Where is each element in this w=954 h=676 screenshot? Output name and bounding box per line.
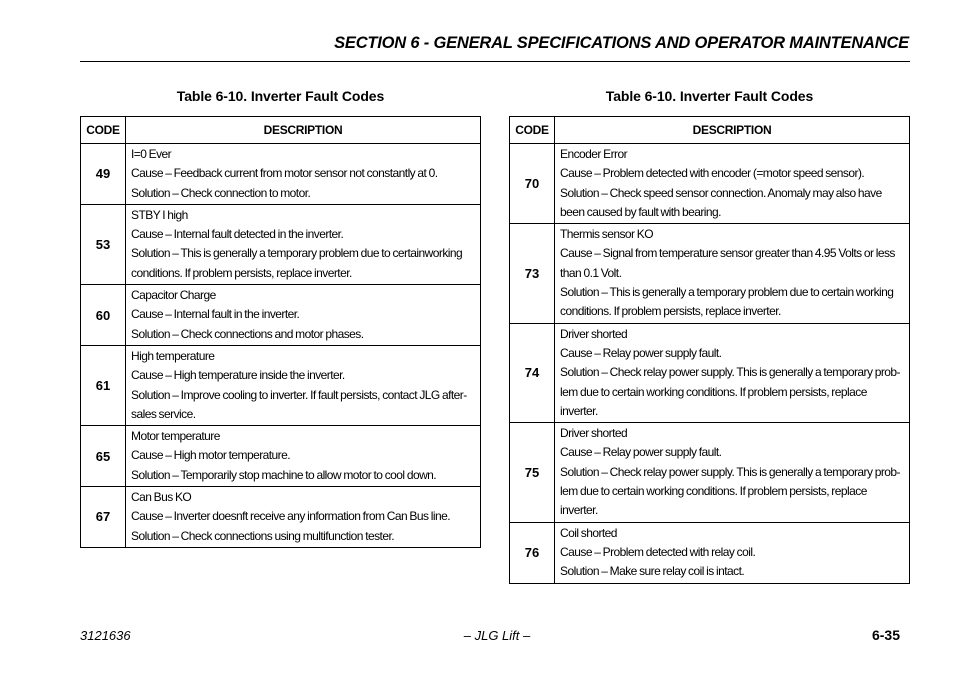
fault-description — [555, 224, 910, 323]
fault-description — [126, 144, 481, 205]
fault-code: 61 — [81, 345, 126, 425]
fault-description — [126, 345, 481, 425]
fault-name: Thermis sensor KO — [560, 227, 654, 242]
fault-solution: Solution – Check relay power supply. This is generally a temporary prob-lem due to certain working conditions. If problem persists, replace inverter. — [560, 464, 900, 518]
fault-description — [126, 426, 481, 487]
fault-solution: Solution – Improve cooling to inverter. If fault persists, contact JLG after-sales service. — [131, 387, 467, 421]
fault-name: STBY I high — [131, 207, 188, 222]
table-row — [510, 224, 910, 323]
fault-description — [555, 323, 910, 422]
fault-description — [126, 487, 481, 548]
fault-cause: Cause – Inverter doesnft receive any information from Can Bus line. — [131, 509, 450, 524]
fault-solution: Solution – This is generally a temporary problem due to certainworking conditions. If problem persists, replace inverter. — [131, 246, 463, 280]
document-number: 3121636 — [80, 628, 131, 643]
fault-cause: Cause – High motor temperature. — [131, 448, 291, 463]
table-header-row — [510, 117, 910, 144]
description-column-header: DESCRIPTION — [126, 117, 481, 144]
fault-name: Capacitor Charge — [131, 288, 216, 303]
table-row — [81, 345, 481, 425]
fault-cause: Cause – Feedback current from motor sensor not constantly at 0. — [131, 166, 438, 181]
fault-description — [555, 144, 910, 224]
fault-solution: Solution – Check connection to motor. — [131, 185, 311, 200]
fault-cause: Cause – Internal fault in the inverter. — [131, 307, 300, 322]
fault-solution: Solution – Check speed sensor connection. Anomaly may also have been caused by fault with bearing. — [560, 185, 882, 219]
table-row — [81, 426, 481, 487]
fault-code: 49 — [81, 144, 126, 205]
page-number: 6-35 — [871, 627, 900, 643]
section-title: SECTION 6 - GENERAL SPECIFICATIONS AND OPERATOR MAINTENANCE — [334, 34, 909, 52]
table-row — [510, 423, 910, 522]
fault-name: Can Bus KO — [131, 490, 192, 505]
fault-code: 65 — [81, 426, 126, 487]
table-header-row — [81, 117, 481, 144]
fault-code: 76 — [510, 522, 555, 583]
fault-code: 67 — [81, 487, 126, 548]
fault-cause: Cause – Relay power supply fault. — [560, 345, 722, 360]
table-row — [81, 285, 481, 346]
fault-code: 70 — [510, 144, 555, 224]
header-rule — [80, 61, 910, 62]
fault-solution: Solution – This is generally a temporary problem due to certain working conditions. If problem persists, replace inverter. — [560, 285, 894, 319]
fault-name: Encoder Error — [560, 147, 628, 161]
fault-code: 74 — [510, 323, 555, 422]
fault-cause: Cause – Signal from temperature sensor greater than 4.95 Volts or less than 0.1 Volt. — [560, 246, 895, 280]
fault-name: Driver shorted — [560, 326, 628, 341]
fault-description — [555, 522, 910, 583]
table-row — [510, 144, 910, 224]
fault-name: I=0 Ever — [131, 147, 172, 161]
table-caption: Table 6-10. Inverter Fault Codes — [605, 88, 814, 104]
fault-description — [126, 204, 481, 284]
fault-name: High temperature — [131, 348, 215, 363]
fault-codes-table — [509, 116, 910, 584]
fault-cause: Cause – Problem detected with relay coil. — [560, 544, 756, 559]
fault-solution: Solution – Make sure relay coil is intact. — [560, 564, 745, 579]
fault-name: Driver shorted — [560, 426, 628, 441]
code-column-header: CODE — [510, 117, 555, 144]
table-row — [510, 522, 910, 583]
fault-code: 75 — [510, 423, 555, 522]
fault-description — [126, 285, 481, 346]
fault-codes-table — [80, 116, 481, 548]
table-row — [81, 144, 481, 205]
fault-solution: Solution – Check relay power supply. This is generally a temporary prob-lem due to certain working conditions. If problem persists, replace inverter. — [560, 365, 900, 418]
fault-description — [555, 423, 910, 522]
fault-name: Motor temperature — [131, 429, 220, 444]
fault-cause: Cause – Internal fault detected in the inverter. — [131, 227, 344, 242]
fault-cause: Cause – Relay power supply fault. — [560, 445, 722, 460]
fault-cause: Cause – High temperature inside the inverter. — [131, 368, 345, 383]
table-row — [81, 487, 481, 548]
fault-code: 53 — [81, 204, 126, 284]
table-caption: Table 6-10. Inverter Fault Codes — [176, 88, 385, 104]
table-body — [510, 144, 910, 584]
fault-name: Coil shorted — [560, 525, 617, 540]
fault-code-table-right — [509, 88, 910, 584]
table-row — [510, 323, 910, 422]
code-column-header: CODE — [81, 117, 126, 144]
table-body — [81, 144, 481, 548]
fault-solution: Solution – Check connections using multifunction tester. — [131, 528, 395, 543]
footer-brand: – JLG Lift – — [463, 628, 531, 643]
fault-code-table-left — [80, 88, 481, 548]
fault-solution: Solution – Temporarily stop machine to allow motor to cool down. — [131, 467, 437, 482]
fault-cause: Cause – Problem detected with encoder (=motor speed sensor). — [560, 166, 865, 181]
fault-solution: Solution – Check connections and motor phases. — [131, 326, 364, 341]
table-row — [81, 204, 481, 284]
description-column-header: DESCRIPTION — [555, 117, 910, 144]
fault-code: 73 — [510, 224, 555, 323]
fault-code: 60 — [81, 285, 126, 346]
